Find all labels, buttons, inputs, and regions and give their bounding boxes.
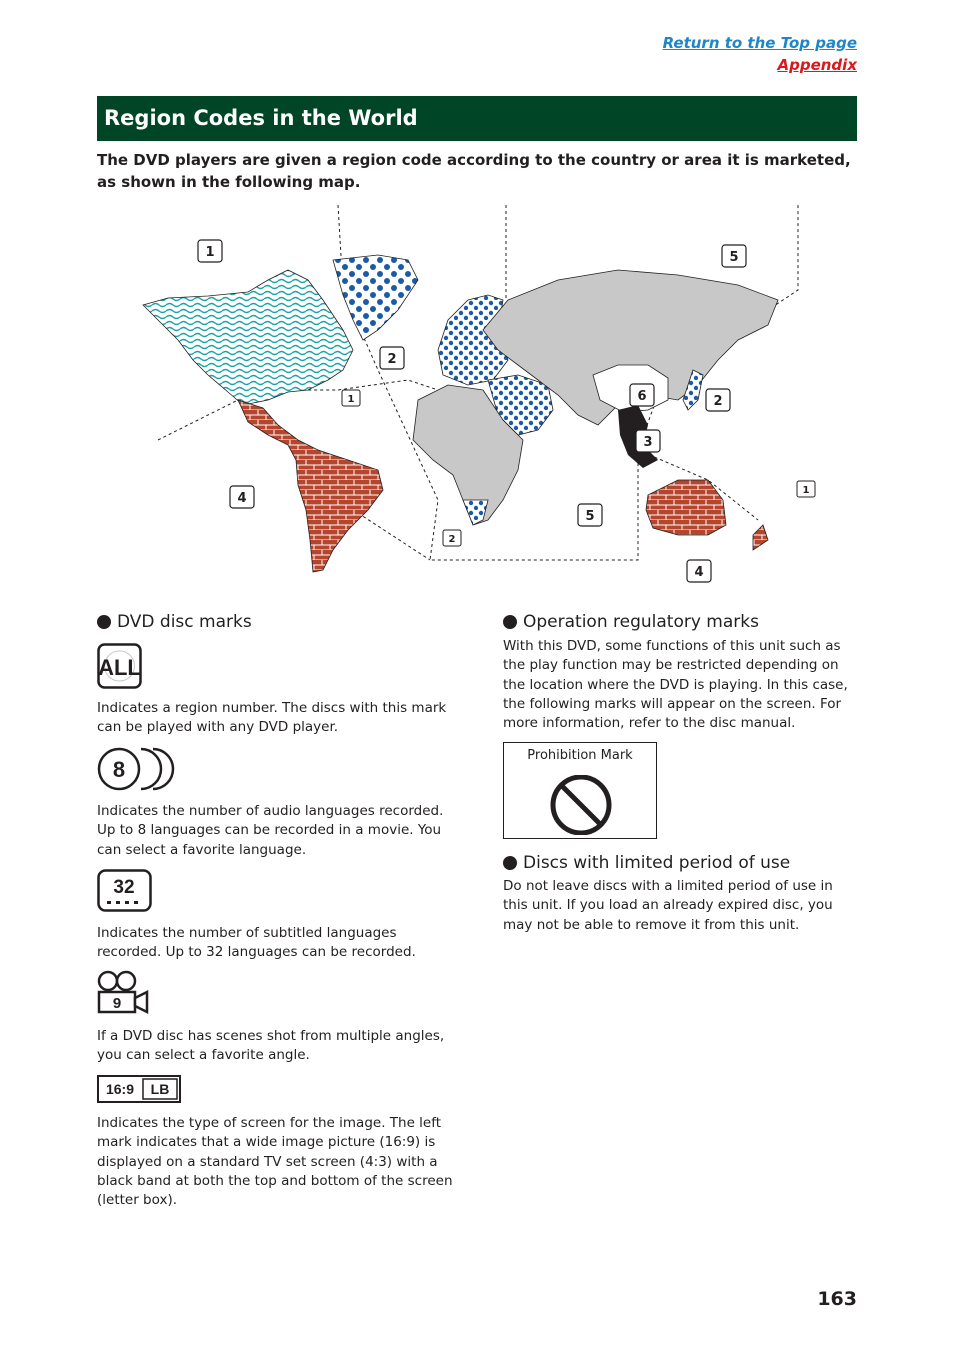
region-label-4-sa (230, 486, 254, 508)
intro-text: The DVD players are given a region code according to the country or area it is marketed, as shown in the following map. (97, 151, 851, 191)
svg-text:32: 32 (113, 877, 135, 898)
top-links (663, 32, 857, 76)
page-title: Region Codes in the World (97, 96, 857, 141)
new-zealand (753, 525, 768, 550)
svg-text:5: 5 (585, 509, 595, 524)
region-label-2-eu (380, 347, 404, 369)
limited-period-section (503, 851, 858, 935)
region-label-2-af (443, 530, 461, 546)
return-to-top-link[interactable]: Return to the Top page (662, 34, 857, 52)
region-label-2-jp (706, 389, 730, 411)
australia (646, 480, 726, 535)
svg-text:4: 4 (694, 565, 704, 580)
limited-period-heading: Discs with limited period of use (503, 851, 858, 875)
bullet-icon (97, 615, 111, 629)
north-america (143, 270, 353, 405)
svg-text:4: 4 (237, 491, 247, 506)
svg-text:LB: LB (150, 1081, 170, 1097)
svg-text:16:9: 16:9 (105, 1081, 135, 1097)
svg-text:2: 2 (713, 394, 723, 409)
region-all-icon (97, 643, 142, 689)
operation-text: With this DVD, some functions of this unit such as the play function may be restricted depending on the location where the DVD is playing. In this case, the following marks will appear on the screen. For more information, refer to the disc manual. (503, 638, 848, 732)
prohibition-mark-box (503, 742, 657, 839)
limited-period-text: Do not leave discs with a limited period of use in this unit. If you load an already expired disc, you may not be able to remove it from this unit. (503, 878, 833, 933)
region-label-4-au (687, 560, 711, 582)
region-label-5-ru (722, 245, 746, 267)
prohibition-icon (548, 775, 614, 835)
screen-mark-text: Indicates the type of screen for the image. The left mark indicates that a wide image picture (16:9) is displayed on a standard TV set screen (4:3) with a black band at both the top and bottom of the screen (letter box). (97, 1115, 453, 1209)
operation-section (503, 610, 858, 733)
svg-text:8: 8 (112, 757, 126, 782)
svg-text:1: 1 (347, 394, 355, 405)
svg-text:6: 6 (637, 389, 647, 404)
bullet-icon (503, 856, 517, 870)
all-mark-text: Indicates a region number. The discs with this mark can be played with any DVD player. (97, 700, 447, 736)
page-number: 163 (817, 1288, 857, 1310)
greenland (333, 255, 418, 340)
subtitle-mark-text: Indicates the number of subtitled languages recorded. Up to 32 languages can be recorded. (97, 925, 416, 961)
region-label-6-cn (630, 384, 654, 406)
svg-text:3: 3 (643, 435, 653, 450)
angle-mark-text: If a DVD disc has scenes shot from multiple angles, you can select a favorite angle. (97, 1028, 445, 1064)
svg-text:2: 2 (448, 534, 456, 545)
audio-mark-text: Indicates the number of audio languages recorded. Up to 8 languages can be recorded in a movie. You can select a favorite language. (97, 803, 444, 858)
region-label-1-na (198, 240, 222, 262)
region-label-1-carib (342, 390, 360, 406)
prohibition-mark-label: Prohibition Mark (527, 748, 633, 763)
svg-text:9: 9 (112, 995, 122, 1012)
operation-heading: Operation regulatory marks (503, 610, 858, 634)
dvd-disc-marks-section (97, 610, 457, 634)
screen-type-icon (97, 1075, 181, 1103)
multi-angle-icon (97, 970, 151, 1016)
svg-text:2: 2 (387, 352, 397, 367)
region-map (138, 200, 818, 590)
south-america (238, 400, 383, 572)
appendix-link[interactable]: Appendix (777, 56, 857, 74)
audio-languages-icon (97, 746, 179, 792)
region-label-1-pac (797, 481, 815, 497)
svg-text:1: 1 (802, 485, 810, 496)
region-label-5-af (578, 504, 602, 526)
dvd-disc-marks-heading: DVD disc marks (97, 610, 457, 634)
svg-text:5: 5 (729, 250, 739, 265)
bullet-icon (503, 615, 517, 629)
svg-text:ALL: ALL (98, 655, 141, 680)
svg-text:1: 1 (205, 245, 215, 260)
subtitle-languages-icon (97, 869, 153, 913)
region-label-3-sea (636, 430, 660, 452)
